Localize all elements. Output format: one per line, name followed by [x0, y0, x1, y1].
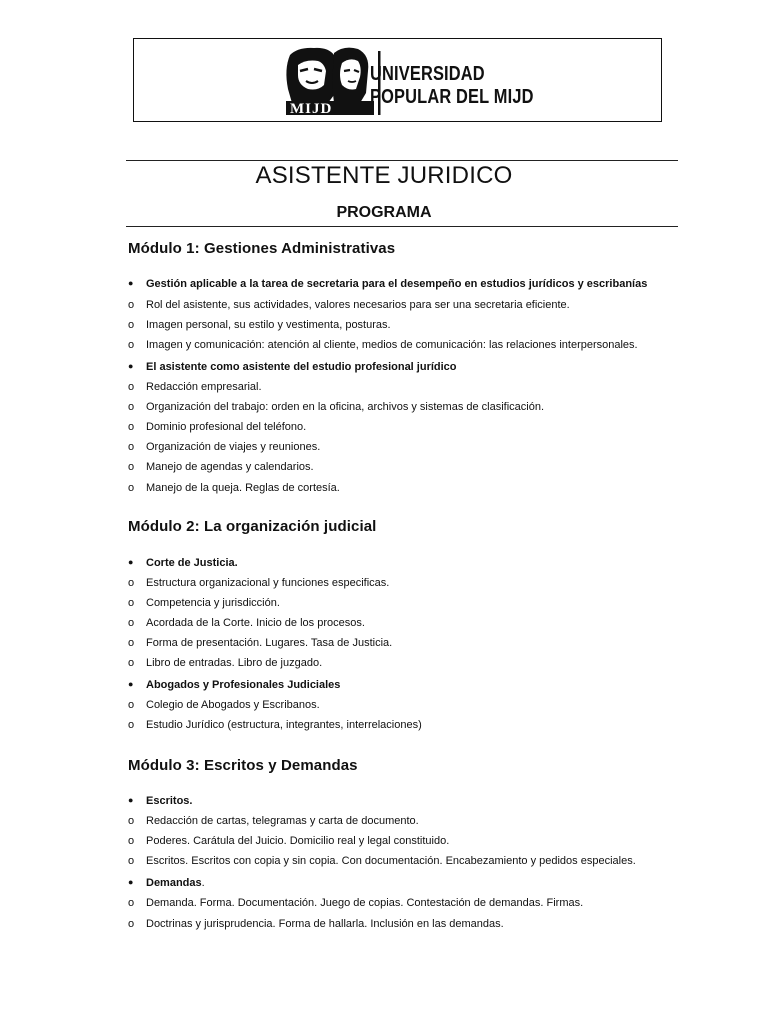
list-item: o Demanda. Forma. Documentación. Juego de copias. Contestación de demandas. Firmas. [128, 897, 584, 909]
list-item: o Competencia y jurisdicción. [128, 597, 280, 609]
logo-text [370, 63, 534, 109]
module-3-title: Módulo 3: Escritos y Demandas [128, 757, 358, 774]
circle-marker: o [128, 381, 135, 393]
bullet-marker: ● [128, 278, 134, 288]
list-item: o Manejo de agendas y calendarios. [128, 461, 314, 473]
circle-marker: o [128, 815, 135, 827]
list-item: o Poderes. Carátula del Juicio. Domicilio real y legal constituido. [128, 835, 450, 847]
list-item: o Escritos. Escritos con copia y sin copia. Con documentación. Encabezamiento y pedidos especiales. [128, 855, 636, 867]
list-item: o Redacción de cartas, telegramas y carta de documento. [128, 815, 419, 827]
title-top-rule [126, 160, 678, 161]
list-item: o Estudio Jurídico (estructura, integrantes, interrelaciones) [128, 719, 422, 731]
list-item: o Colegio de Abogados y Escribanos. [128, 699, 320, 711]
bullet-marker: ● [128, 877, 134, 887]
circle-marker: o [128, 855, 135, 867]
list-item: ● Demandas. [128, 877, 205, 889]
list-item: ● Escritos. [128, 795, 193, 807]
circle-marker: o [128, 401, 135, 413]
list-item: o Rol del asistente, sus actividades, valores necesarios para ser una secretaria eficiente. [128, 299, 570, 311]
list-item: ● Gestión aplicable a la tarea de secretaria para el desempeño en estudios jurídicos y escribanías [128, 278, 648, 290]
circle-marker: o [128, 918, 135, 930]
list-item: o Estructura organizacional y funciones especificas. [128, 577, 390, 589]
list-item: ● El asistente como asistente del estudio profesional jurídico [128, 361, 457, 373]
bullet-marker: ● [128, 557, 134, 567]
circle-marker: o [128, 719, 135, 731]
circle-marker: o [128, 441, 135, 453]
circle-marker: o [128, 482, 135, 494]
list-item: o Organización de viajes y reuniones. [128, 441, 321, 453]
circle-marker: o [128, 617, 135, 629]
circle-marker: o [128, 577, 135, 589]
list-item: o Libro de entradas. Libro de juzgado. [128, 657, 323, 669]
circle-marker: o [128, 421, 135, 433]
circle-marker: o [128, 897, 135, 909]
circle-marker: o [128, 835, 135, 847]
page-title: ASISTENTE JURIDICO [255, 162, 513, 189]
circle-marker: o [128, 339, 135, 351]
list-item: o Dominio profesional del teléfono. [128, 421, 307, 433]
list-item: o Organización del trabajo: orden en la oficina, archivos y sistemas de clasificación. [128, 401, 545, 413]
page-subtitle: PROGRAMA [336, 204, 432, 221]
title-bottom-rule [126, 226, 678, 227]
circle-marker: o [128, 461, 135, 473]
list-item: o Acordada de la Corte. Inicio de los procesos. [128, 617, 365, 629]
list-item: o Manejo de la queja. Reglas de cortesía. [128, 482, 340, 494]
circle-marker: o [128, 699, 135, 711]
logo-line-2: POPULAR DEL MIJD [370, 86, 534, 108]
circle-marker: o [128, 597, 135, 609]
module-2-title: Módulo 2: La organización judicial [128, 518, 377, 535]
list-item: o Redacción empresarial. [128, 381, 262, 393]
header-logo-box [133, 38, 662, 122]
logo-mark-text: MIJD [290, 101, 333, 117]
module-1-title: Módulo 1: Gestiones Administrativas [128, 240, 396, 257]
circle-marker: o [128, 299, 135, 311]
list-item: o Doctrinas y jurisprudencia. Forma de hallarla. Inclusión en las demandas. [128, 918, 504, 930]
list-item: o Forma de presentación. Lugares. Tasa de Justicia. [128, 637, 393, 649]
list-item: ● Corte de Justicia. [128, 557, 238, 569]
circle-marker: o [128, 637, 135, 649]
list-item: o Imagen y comunicación: atención al cliente, medios de comunicación: las relaciones interpersonales. [128, 339, 638, 351]
bullet-marker: ● [128, 361, 134, 371]
bullet-marker: ● [128, 795, 134, 805]
logo-line-1: UNIVERSIDAD [370, 63, 485, 85]
list-item: ● Abogados y Profesionales Judiciales [128, 679, 341, 691]
bullet-marker: ● [128, 679, 134, 689]
circle-marker: o [128, 319, 135, 331]
list-item: o Imagen personal, su estilo y vestimenta, posturas. [128, 319, 391, 331]
circle-marker: o [128, 657, 135, 669]
